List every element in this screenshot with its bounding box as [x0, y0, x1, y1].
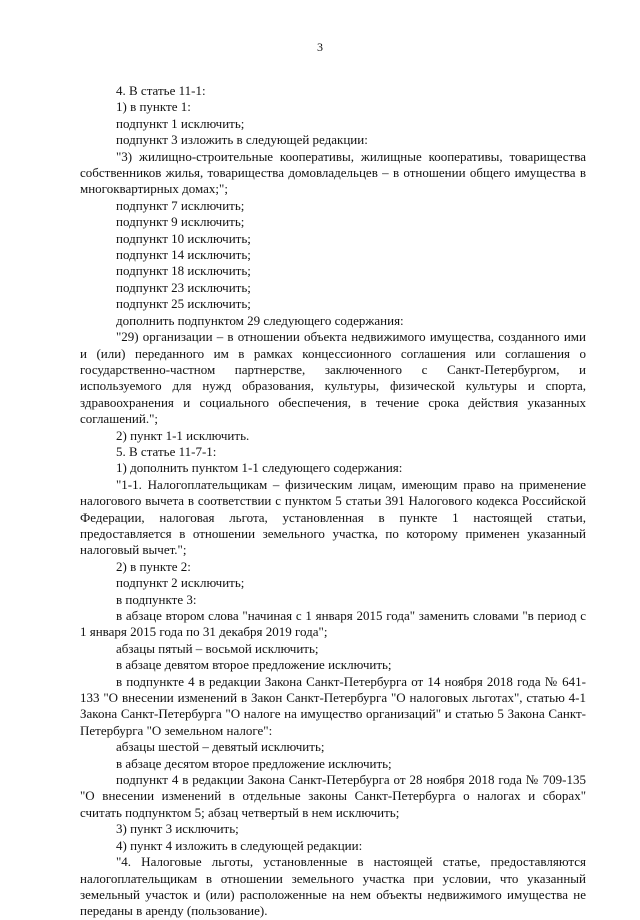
paragraph: 4) пункт 4 изложить в следующей редакции: — [116, 837, 363, 853]
paragraph: "1-1. Налогоплательщикам – физическим лицам, имеющим право на применение налогового вычета в соответствии с пунктом 5 статьи 391 Налогового кодекса Российской Федерации, налоговая льгота, установленная в пункте 1 настоящей статьи, предоставляется в отношении земельного участка, по которому применен указанный налоговый вычет."; — [80, 476, 586, 558]
paragraph: подпункт 25 исключить; — [116, 296, 251, 312]
paragraph: "3) жилищно-строительные кооперативы, жилищные кооперативы, товарищества собственников жилья, товарищества домовладельцев – в отношении общего имущества в многоквартирных домах;"; — [80, 148, 586, 197]
paragraph: в абзаце втором слова "начиная с 1 января 2015 года" заменить словами "в период с 1 января 2015 года по 31 декабря 2019 года"; — [80, 608, 586, 640]
paragraph: в подпункте 4 в редакции Закона Санкт-Петербурга от 14 ноября 2018 года № 641-133 "О внесении изменений в Закон Санкт-Петербурга "О налоговых льготах", статью 4-1 Закона Санкт-Петербурга "О налоге на имущество организаций" и статью 5 Закона Санкт-Петербурга "О земельном налоге": — [80, 673, 586, 738]
paragraph: подпункт 10 исключить; — [116, 230, 251, 246]
paragraph: 1) в пункте 1: — [116, 99, 191, 115]
paragraph: 1) дополнить пунктом 1-1 следующего содержания: — [116, 460, 403, 476]
page-number: 3 — [317, 40, 323, 54]
paragraph: "4. Налоговые льготы, установленные в настоящей статье, предоставляются налогоплательщикам в отношении земельного участка при условии, что указанный земельный участок и (или) расположенные на нем объекты недвижимого имущества не переданы в аренду (пользование). — [80, 854, 586, 919]
paragraph: 2) пункт 1-1 исключить. — [116, 427, 250, 443]
paragraph: подпункт 4 в редакции Закона Санкт-Петербурга от 28 ноября 2018 года № 709-135 "О внесении изменений в отдельные законы Санкт-Петербурга о налогах и сборах" считать подпунктом 5; абзац четвертый в нем исключить; — [80, 772, 586, 820]
paragraph: подпункт 3 изложить в следующей редакции: — [116, 132, 368, 148]
paragraph: подпункт 7 исключить; — [116, 197, 245, 213]
paragraph: подпункт 1 исключить; — [116, 115, 245, 131]
paragraph: в подпункте 3: — [116, 591, 197, 607]
paragraph: 3) пункт 3 исключить; — [116, 821, 239, 837]
paragraph: подпункт 9 исключить; — [116, 214, 245, 230]
paragraph: в абзаце девятом второе предложение исключить; — [116, 657, 392, 673]
paragraph: 5. В статье 11-7-1: — [116, 443, 217, 459]
document-body — [80, 83, 586, 920]
paragraph: подпункт 23 исключить; — [116, 279, 251, 295]
paragraph: абзацы шестой – девятый исключить; — [116, 739, 325, 755]
paragraph: в абзаце десятом второе предложение исключить; — [116, 755, 392, 771]
paragraph: "29) организации – в отношении объекта недвижимого имущества, созданного ими и (или) переданного им в рамках концессионного соглашения или соглашения о государственно-частном партнерстве, заключенного с Санкт-Петербургом, и используемого для нужд образования, культуры, физической культуры и спорта, здравоохранения и социального обеспечения, в течение срока действия указанных соглашений."; — [80, 329, 586, 427]
paragraph: подпункт 14 исключить; — [116, 247, 251, 263]
paragraph: дополнить подпунктом 29 следующего содержания: — [116, 312, 404, 328]
paragraph: абзацы пятый – восьмой исключить; — [116, 640, 319, 656]
paragraph: 4. В статье 11-1: — [116, 83, 206, 98]
paragraph: 2) в пункте 2: — [116, 558, 191, 574]
paragraph: подпункт 2 исключить; — [116, 575, 245, 591]
paragraph: подпункт 18 исключить; — [116, 263, 251, 279]
